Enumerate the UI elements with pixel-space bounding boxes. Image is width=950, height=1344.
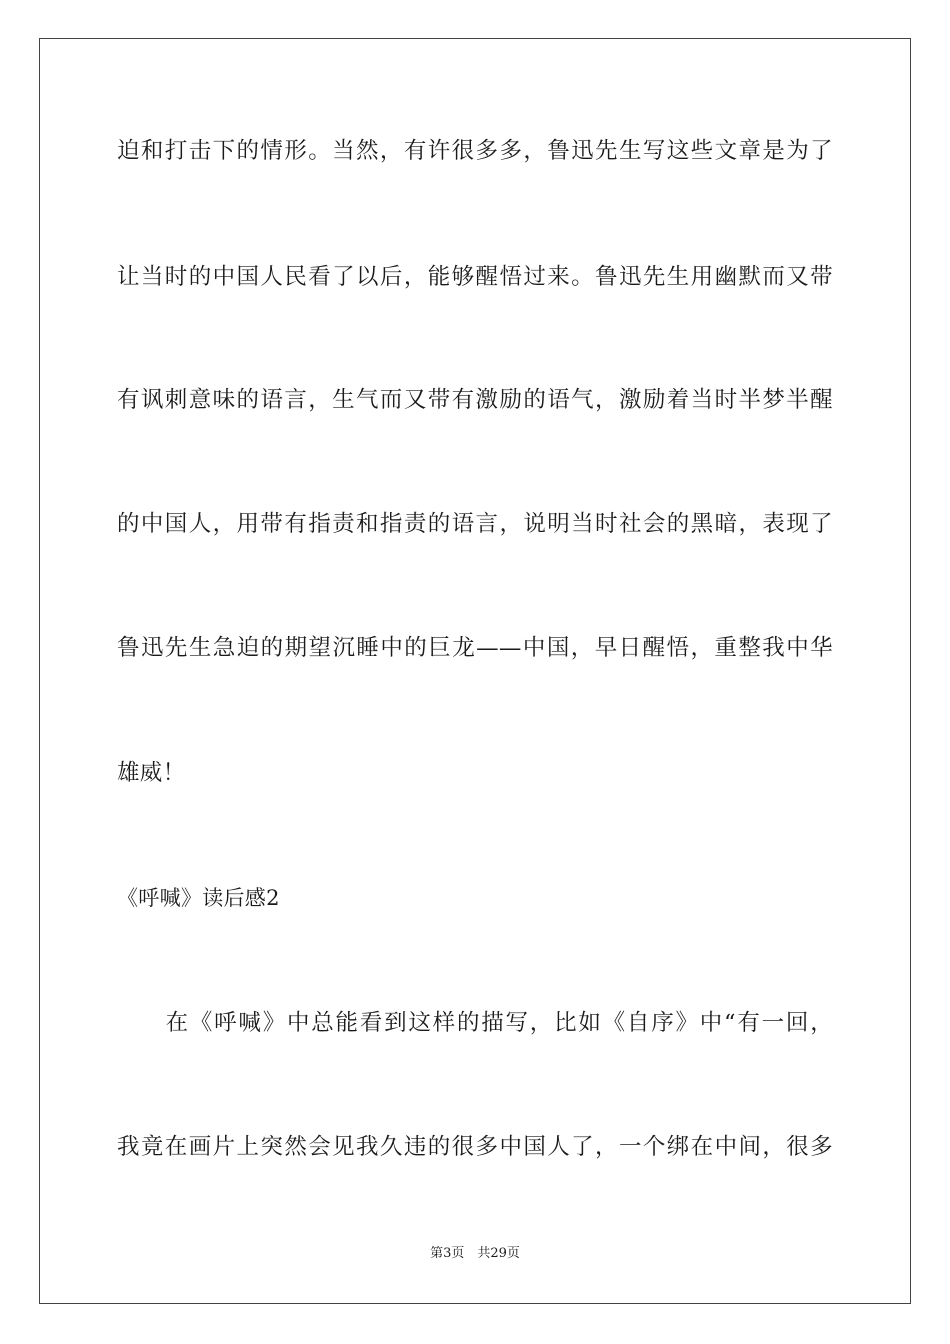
body-line-2: 让当时的中国人民看了以后，能够醒悟过来。鲁迅先生用幽默而又带: [117, 264, 833, 290]
body-line-1: 迫和打击下的情形。当然，有许很多多，鲁迅先生写这些文章是为了: [117, 138, 833, 164]
body-line-7: 在《呼喊》中总能看到这样的描写，比如《自序》中“有一回，: [117, 1010, 833, 1036]
body-line-8: 我竟在画片上突然会见我久违的很多中国人了，一个绑在中间，很多: [117, 1134, 833, 1160]
body-line-5: 鲁迅先生急迫的期望沉睡中的巨龙——中国，早日醒悟，重整我中华: [117, 635, 833, 661]
body-line-3: 有讽刺意味的语言，生气而又带有激励的语气，激励着当时半梦半醒: [117, 387, 833, 413]
section-heading: 《呼喊》读后感2: [117, 886, 280, 910]
body-line-4: 的中国人，用带有指责和指责的语言，说明当时社会的黑暗，表现了: [117, 511, 833, 537]
page-border: [39, 38, 911, 1304]
body-line-6: 雄威！: [117, 760, 186, 786]
page-number-footer: 第3页 共29页: [430, 1246, 520, 1261]
